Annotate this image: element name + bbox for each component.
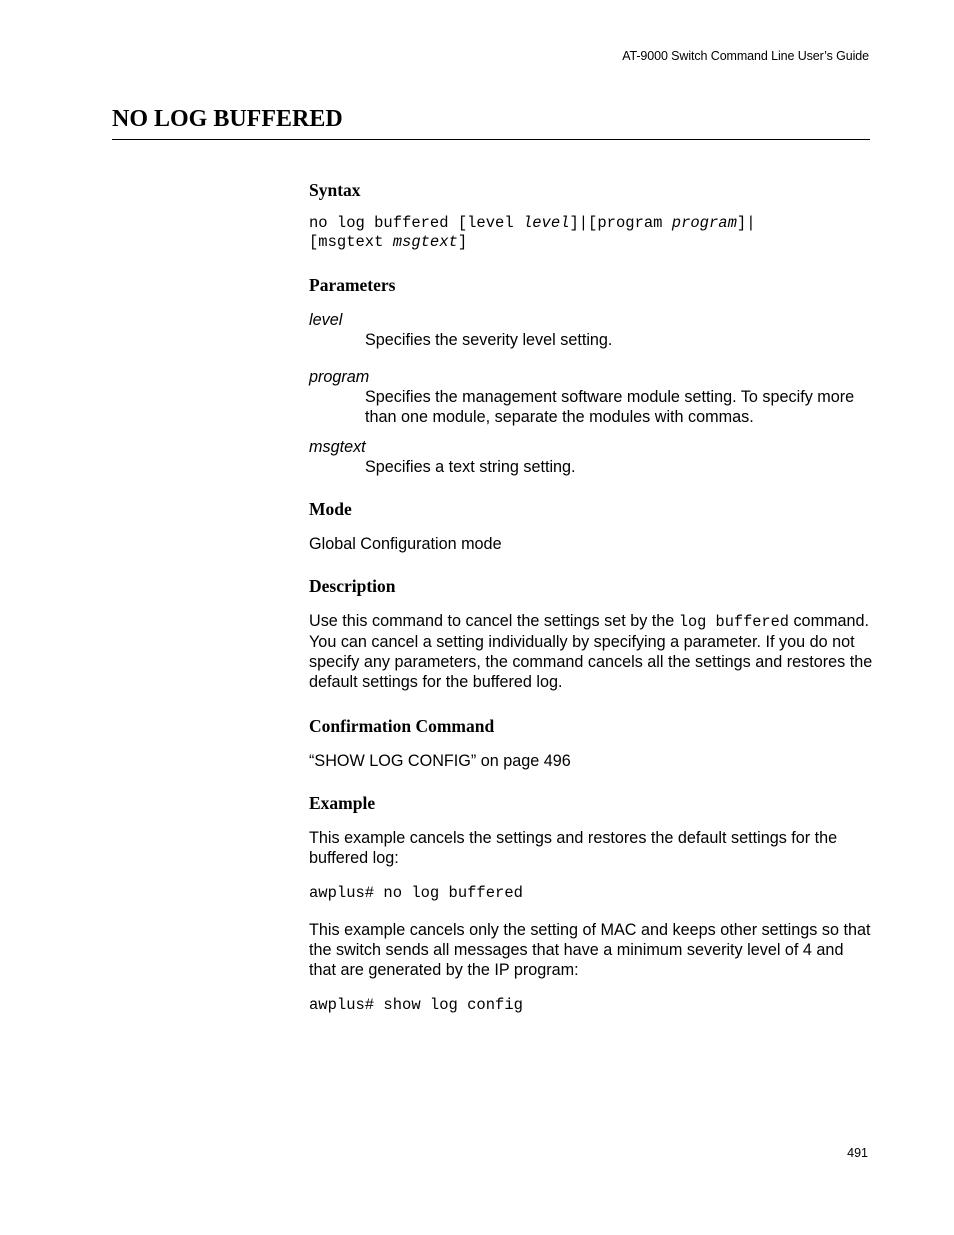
parameters-heading: Parameters bbox=[309, 275, 396, 295]
running-header: AT-9000 Switch Command Line User’s Guide bbox=[622, 49, 869, 63]
title-rule bbox=[112, 139, 870, 140]
example-heading: Example bbox=[309, 793, 376, 813]
parameter-description: Specifies a text string setting. bbox=[365, 458, 576, 476]
syntax-heading: Syntax bbox=[309, 180, 361, 200]
inline-code: log buffered bbox=[678, 613, 789, 631]
example-intro-1: This example cancels the settings and restores the default settings for the buffered log: bbox=[309, 829, 838, 867]
syntax-code: no log buffered [level level]|[program program]| [msgtext msgtext] bbox=[309, 214, 756, 251]
confirmation-heading: Confirmation Command bbox=[309, 716, 495, 736]
description-heading: Description bbox=[309, 576, 396, 596]
confirmation-link[interactable]: “SHOW LOG CONFIG” on page 496 bbox=[309, 752, 571, 770]
parameter-name: level bbox=[309, 311, 343, 329]
parameter-description: Specifies the severity level setting. bbox=[365, 331, 613, 349]
example-intro-2: This example cancels only the setting of MAC and keeps other settings so that the switch sends all messages that have a minimum severity level of 4 and that are generated by the IP program: bbox=[309, 921, 871, 979]
parameter-msgtext bbox=[309, 437, 874, 477]
parameter-name: msgtext bbox=[309, 438, 366, 456]
mode-heading: Mode bbox=[309, 499, 352, 519]
example-code-1: awplus# no log buffered bbox=[309, 884, 523, 902]
example-code-2: awplus# show log config bbox=[309, 996, 523, 1014]
parameter-name: program bbox=[309, 368, 370, 386]
page-number: 491 bbox=[847, 1146, 868, 1160]
main-content bbox=[309, 178, 874, 1015]
parameter-description: Specifies the management software module setting. To specify more than one module, separate the modules with commas. bbox=[365, 388, 855, 426]
parameter-level bbox=[309, 310, 874, 350]
mode-text: Global Configuration mode bbox=[309, 535, 502, 553]
description-text: Use this command to cancel the settings set by the log buffered command. You can cancel a setting individually by specifying a parameter. If you do not specify any parameters, the command cancels all the settings and restores the default settings for the buffered log. bbox=[309, 612, 873, 691]
page-title: NO LOG BUFFERED bbox=[112, 106, 343, 132]
parameter-program bbox=[309, 367, 874, 427]
